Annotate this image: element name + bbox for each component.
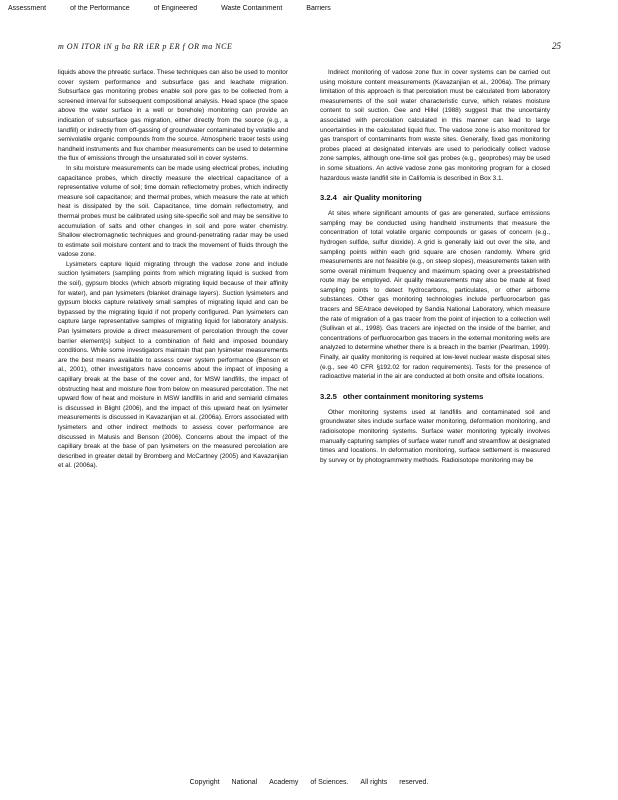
copyright-word: Academy: [269, 779, 299, 786]
right-column: [320, 68, 550, 738]
section-title: other containment monitoring systems: [342, 391, 484, 401]
running-head-word: Waste Containment: [221, 5, 283, 12]
copyright-word: National: [231, 779, 258, 786]
body-paragraph: Lysimeters capture liquid migrating through the vadose zone and include suction lysimeters (sampling points from which migrating liquid is sucked from the soil), gypsum blocks (which absorb migrating liquid because of their affinity for water), and pan lysimeters (blanket drainage layers). Suction lysimeters and gypsum blocks capture relatively small samples of migrating liquid and can be bypassed by the migrating liquid if not properly configured. Pan lysimeters can capture large representative samples of migrating liquid for laboratory analysis. Pan lysimeters provide a direct measurement of percolation through the cover barrier element(s) subject to a combination of field and imposed boundary conditions. While some investigators maintain that pan lysimeter measurements are the best means available to assess cover system performance (Benson et al., 2001), other investigators have concerns about the impact of imposing a capillary break at the base of the cover and, for MSW landfills, the impact of obstructing heat and moisture flow from below on measured percolation. The net upward flow of heat and moisture in MSW landfills in arid and semiarid climates is discussed in Blight (2006), and the impact of this upward heat on lysimeter measurements is discussed in Kavazanjian et al. (2006a). Errors associated with lysimeters and other indirect methods to assess cover performance are discussed in Malusis and Benson (2006). Concerns about the impact of the capillary break at the base of pan lysimeters on the measured percolation are described in greater detail by Bromberg and McCartney (2005) and Kavazanjian et al. (2006a).: [58, 260, 288, 470]
body-paragraph: liquids above the phreatic surface. These techniques can also be used to monitor cover system performance and subsurface gas and leachate migration. Subsurface gas monitoring probes enable soil pore gas to be collected from a screened interval for subsequent compositional analysis. Head space (the space above the water surface in a well or borehole) monitoring can provide an indication of subsurface gas migration, either directly from the source (e.g., a landfill) or indirectly from off-gassing of groundwater contaminated by volatile and semivolatile organic compounds from the source. Atmospheric tracer tests using handheld instruments and flux chamber measurements can be used to determine the flux of emissions through the unsaturated soil in cover systems.: [58, 69, 288, 163]
copyright-word: of Sciences.: [310, 779, 349, 786]
body-paragraph: At sites where significant amounts of gas are generated, surface emissions sampling may be conducted using handheld instruments that measure the concentration of total volatile organic compounds or gases of concern (e.g., hydrogen sulfide, sulfur dioxide). A grid is generally laid out over the site, and sampling points within each grid square are chosen randomly. Where grid measurements are not feasible (e.g., on steep slopes), measurements taken with some overall minimum frequency and maximum spacing over a preestablished route may be employed. Air quality measurements may also be made at fixed sampling points to detect hydrocarbons, particulates, or other airborne substances. Other gas monitoring technologies include perfluorocarbon gas tracers and SEAtrace developed by Sandia National Laboratory, which measure the rate of migration of a gas tracer from the point of injection to a collection well (Sullivan et al., 1998). Gas tracers are injected on the inside of the barrier, and concentrations of perfluorocarbon gas tracers in the external monitoring wells are analyzed to determine whether there is a breach in the barrier (Pearlman, 1999). Finally, air quality monitoring is required at low-level nuclear waste disposal sites (e.g., see 40 CFR §192.02 for radon requirements). Tests for the presence of radioactive material in the air are conducted at both onsite and offsite locations.: [320, 210, 550, 381]
running-head-word: of Engineered: [153, 5, 198, 12]
copyright-word: reserved.: [399, 779, 429, 786]
copyright-word: All rights: [360, 779, 388, 786]
page-number: 25: [552, 41, 561, 51]
section-heading: [320, 193, 550, 203]
copyright-word: Copyright: [189, 779, 220, 786]
section-number: 3.2.4: [320, 193, 337, 203]
running-head-word: Assessment: [8, 5, 47, 12]
running-head-word: Barriers: [306, 5, 331, 12]
left-column: [58, 68, 288, 738]
body-paragraph: In situ moisture measurements can be made using electrical probes, including capacitance probes, which directly measure the electrical capacitance of a representative volume of soil; time domain reflectometry probes, which indirectly measure soil capacitance; and thermal probes, which measure the rate at which heat is dissipated by the soil. Capacitance, time domain reflectometry, and thermal probes must be calibrated using site-specific soil and may be sensitive to accumulation of salts and other changes in soil and pore water chemistry. Shallow electromagnetic techniques and ground-penetrating radar may be used to estimate soil moisture content and to track the movement of fluids through the vadose zone.: [58, 164, 288, 259]
running-head: [8, 5, 608, 12]
section-number: 3.2.5: [320, 391, 337, 401]
copyright-notice: [0, 779, 618, 786]
section-heading: [320, 392, 550, 402]
chapter-title: m ON ITOR iN g ba RR iER p ER f OR ma NCE: [58, 42, 233, 51]
body-paragraph: Other monitoring systems used at landfills and contaminated soil and groundwater sites include surface water monitoring, deformation monitoring, and radioisotope monitoring systems. Surface water monitoring typically involves manually capturing samples of surface water runoff and streamflow at designated times and locations. In deformation monitoring, surface settlement is measured by survey or by photogrammetry methods. Radioisotope monitoring may be: [320, 408, 550, 464]
body-paragraph: Indirect monitoring of vadose zone flux in cover systems can be carried out using moisture content measurements (Kavazanjian et al., 2006a). The primary limitation of this approach is that percolation must be calculated from laboratory measurements of the soil water characteristic curve, which relates moisture content to soil suction. Gee and Hillel (1988) suggest that the uncertainty associated with percolation calculated in this manner can lead to large uncertainties in the calculated liquid flux. The vadose zone is also monitored for gas transport of contaminants from waste sites. Generally, fixed gas monitoring probes placed at designated intervals are used to periodically collect vadose zone samples, although one-time soil gas probes (e.g., geoprobes) may be used in some situations. An active vadose zone gas monitoring program for a closed hazardous waste landfill site in California is described in Box 3.1.: [320, 69, 550, 182]
running-head-word: of the Performance: [70, 5, 130, 12]
section-title: air Quality monitoring: [342, 193, 422, 203]
